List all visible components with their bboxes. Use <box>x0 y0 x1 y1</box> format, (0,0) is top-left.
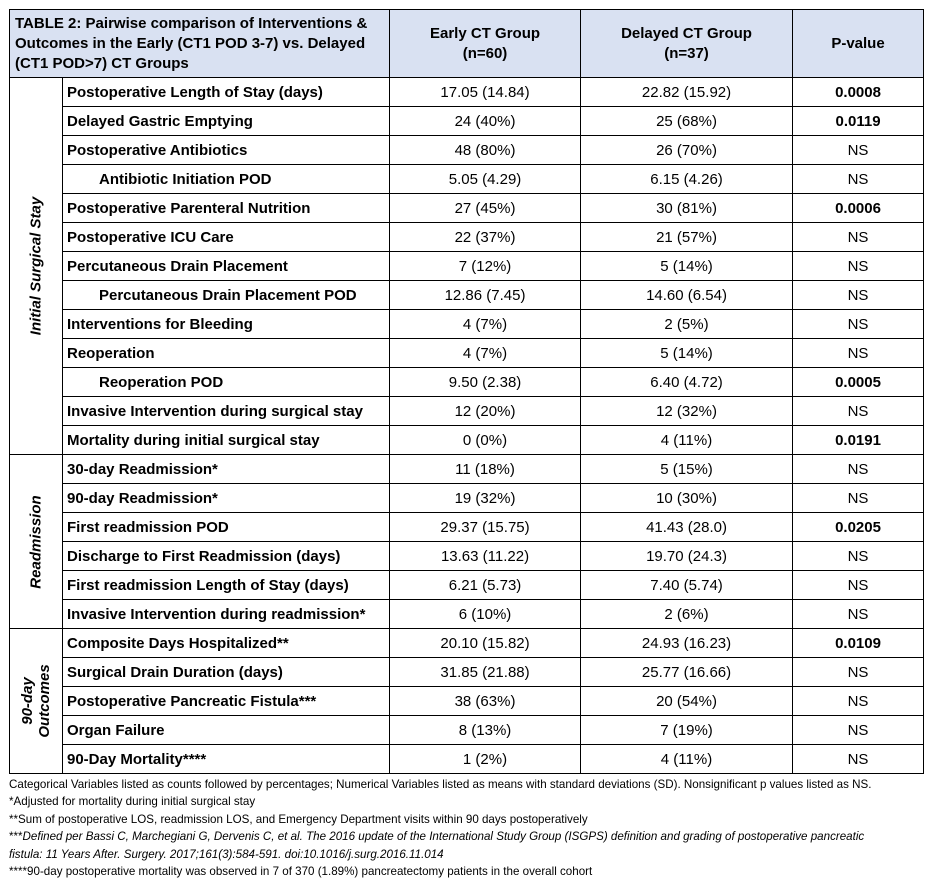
p-value: 0.0109 <box>793 629 924 658</box>
p-value: NS <box>793 252 924 281</box>
early-value: 24 (40%) <box>390 107 581 136</box>
footnote-mortality: ****90-day postoperative mortality was observed in 7 of 370 (1.89%) pancreatectomy patients in the overall cohort <box>9 865 593 879</box>
footnote-composite: **Sum of postoperative LOS, readmission LOS, and Emergency Department visits within 90 days postoperatively <box>9 812 588 826</box>
delayed-value: 10 (30%) <box>581 484 793 513</box>
table-row <box>10 339 924 368</box>
table-row <box>10 716 924 745</box>
table-body <box>10 78 924 774</box>
p-value: NS <box>793 571 924 600</box>
p-value: NS <box>793 745 924 774</box>
early-value: 19 (32%) <box>390 484 581 513</box>
early-value: 22 (37%) <box>390 223 581 252</box>
variable-name: Reoperation POD <box>63 368 390 397</box>
table-row <box>10 397 924 426</box>
early-value: 7 (12%) <box>390 252 581 281</box>
delayed-value: 5 (14%) <box>581 339 793 368</box>
delayed-value: 20 (54%) <box>581 687 793 716</box>
early-value: 4 (7%) <box>390 310 581 339</box>
table-row <box>10 136 924 165</box>
delayed-value: 22.82 (15.92) <box>581 78 793 107</box>
early-value: 1 (2%) <box>390 745 581 774</box>
delayed-value: 25.77 (16.66) <box>581 658 793 687</box>
early-value: 0 (0%) <box>390 426 581 455</box>
title-line: TABLE 2: Pairwise comparison of Interventions & <box>15 14 368 32</box>
variable-name: Postoperative Length of Stay (days) <box>63 78 390 107</box>
early-value: 20.10 (15.82) <box>390 629 581 658</box>
delayed-value: 6.15 (4.26) <box>581 165 793 194</box>
early-value: 27 (45%) <box>390 194 581 223</box>
early-value: 12 (20%) <box>390 397 581 426</box>
table-row <box>10 368 924 397</box>
p-value: NS <box>793 716 924 745</box>
group-label: Initial Surgical Stay <box>27 196 45 336</box>
p-value: NS <box>793 281 924 310</box>
early-value: 13.63 (11.22) <box>390 542 581 571</box>
title-line: (CT1 POD>7) CT Groups <box>15 54 189 72</box>
variable-name: 30-day Readmission* <box>63 455 390 484</box>
variable-name: Reoperation <box>63 339 390 368</box>
footnote-adjusted: *Adjusted for mortality during initial surgical stay <box>9 795 256 809</box>
variable-name: Postoperative Parenteral Nutrition <box>63 194 390 223</box>
header-row <box>10 10 924 78</box>
variable-name: First readmission Length of Stay (days) <box>63 571 390 600</box>
variable-name: Organ Failure <box>63 716 390 745</box>
variable-name: 90-day Readmission* <box>63 484 390 513</box>
delayed-value: 7 (19%) <box>581 716 793 745</box>
delayed-group-header: Delayed CT Group (n=37) <box>581 10 793 78</box>
p-value: NS <box>793 687 924 716</box>
p-value: 0.0005 <box>793 368 924 397</box>
delayed-value: 5 (14%) <box>581 252 793 281</box>
delayed-value: 2 (5%) <box>581 310 793 339</box>
early-value: 5.05 (4.29) <box>390 165 581 194</box>
delayed-value: 4 (11%) <box>581 745 793 774</box>
early-value: 12.86 (7.45) <box>390 281 581 310</box>
table-row <box>10 281 924 310</box>
table-row <box>10 78 924 107</box>
p-value: NS <box>793 658 924 687</box>
p-value: NS <box>793 600 924 629</box>
early-value: 11 (18%) <box>390 455 581 484</box>
table-row <box>10 600 924 629</box>
delayed-value: 12 (32%) <box>581 397 793 426</box>
group-label-cell <box>10 455 63 629</box>
variable-name: Postoperative Pancreatic Fistula*** <box>63 687 390 716</box>
delayed-value: 19.70 (24.3) <box>581 542 793 571</box>
variable-name: Discharge to First Readmission (days) <box>63 542 390 571</box>
variable-name: First readmission POD <box>63 513 390 542</box>
variable-name: Percutaneous Drain Placement POD <box>63 281 390 310</box>
group-label-cell <box>10 78 63 455</box>
footnote-definition: ***Defined per Bassi C, Marchegiani G, Dervenis C, et al. The 2016 update of the International Study Group (ISGPS) definition and grading of postoperative pancreatic <box>9 830 865 844</box>
p-value: NS <box>793 223 924 252</box>
variable-name: 90-Day Mortality**** <box>63 745 390 774</box>
footnote-citation: fistula: 11 Years After. Surgery. 2017;161(3):584-591. doi:10.1016/j.surg.2016.11.014 <box>9 847 444 861</box>
variable-name: Percutaneous Drain Placement <box>63 252 390 281</box>
table-row <box>10 426 924 455</box>
table-row <box>10 252 924 281</box>
table-row <box>10 455 924 484</box>
variable-name: Antibiotic Initiation POD <box>63 165 390 194</box>
table-row <box>10 194 924 223</box>
table-row <box>10 629 924 658</box>
delayed-value: 41.43 (28.0) <box>581 513 793 542</box>
delayed-value: 24.93 (16.23) <box>581 629 793 658</box>
table-row <box>10 687 924 716</box>
early-value: 48 (80%) <box>390 136 581 165</box>
early-value: 6 (10%) <box>390 600 581 629</box>
comparison-table <box>9 9 924 774</box>
delayed-value: 30 (81%) <box>581 194 793 223</box>
p-value: NS <box>793 455 924 484</box>
delayed-value: 7.40 (5.74) <box>581 571 793 600</box>
p-value: 0.0006 <box>793 194 924 223</box>
group-label-cell <box>10 629 63 774</box>
title-line: Outcomes in the Early (CT1 POD 3-7) vs. Delayed <box>15 34 366 52</box>
p-value: NS <box>793 542 924 571</box>
group-label: 90-day Outcomes <box>19 664 53 738</box>
variable-name: Postoperative ICU Care <box>63 223 390 252</box>
footnote-legend: Categorical Variables listed as counts followed by percentages; Numerical Variables listed as means with standard deviations (SD). Nonsignificant p values listed as NS. <box>9 778 872 791</box>
p-value: NS <box>793 165 924 194</box>
group-label: Readmission <box>27 494 45 589</box>
table-row <box>10 658 924 687</box>
variable-name: Delayed Gastric Emptying <box>63 107 390 136</box>
variable-name: Mortality during initial surgical stay <box>63 426 390 455</box>
delayed-value: 14.60 (6.54) <box>581 281 793 310</box>
p-value: NS <box>793 397 924 426</box>
variable-name: Postoperative Antibiotics <box>63 136 390 165</box>
early-value: 31.85 (21.88) <box>390 658 581 687</box>
footnotes <box>9 776 933 880</box>
delayed-value: 5 (15%) <box>581 455 793 484</box>
early-value: 29.37 (15.75) <box>390 513 581 542</box>
p-value: NS <box>793 136 924 165</box>
delayed-value: 6.40 (4.72) <box>581 368 793 397</box>
early-value: 4 (7%) <box>390 339 581 368</box>
variable-name: Invasive Intervention during surgical stay <box>63 397 390 426</box>
p-value-header: P-value <box>793 10 924 78</box>
table-row <box>10 745 924 774</box>
table-row <box>10 484 924 513</box>
table-row <box>10 542 924 571</box>
delayed-value: 2 (6%) <box>581 600 793 629</box>
p-value: 0.0205 <box>793 513 924 542</box>
p-value: NS <box>793 310 924 339</box>
table-row <box>10 513 924 542</box>
p-value: NS <box>793 339 924 368</box>
early-value: 17.05 (14.84) <box>390 78 581 107</box>
table-row <box>10 165 924 194</box>
early-group-header: Early CT Group (n=60) <box>390 10 581 78</box>
delayed-value: 21 (57%) <box>581 223 793 252</box>
early-value: 6.21 (5.73) <box>390 571 581 600</box>
early-value: 38 (63%) <box>390 687 581 716</box>
table-row <box>10 223 924 252</box>
table-row <box>10 107 924 136</box>
variable-name: Surgical Drain Duration (days) <box>63 658 390 687</box>
p-value: NS <box>793 484 924 513</box>
p-value: 0.0008 <box>793 78 924 107</box>
table-row <box>10 310 924 339</box>
table-row <box>10 571 924 600</box>
variable-name: Composite Days Hospitalized** <box>63 629 390 658</box>
variable-name: Interventions for Bleeding <box>63 310 390 339</box>
delayed-value: 25 (68%) <box>581 107 793 136</box>
table-title <box>10 10 390 78</box>
delayed-value: 26 (70%) <box>581 136 793 165</box>
early-value: 8 (13%) <box>390 716 581 745</box>
early-value: 9.50 (2.38) <box>390 368 581 397</box>
delayed-value: 4 (11%) <box>581 426 793 455</box>
p-value: 0.0119 <box>793 107 924 136</box>
variable-name: Invasive Intervention during readmission* <box>63 600 390 629</box>
comparison-table-container <box>9 9 924 774</box>
p-value: 0.0191 <box>793 426 924 455</box>
